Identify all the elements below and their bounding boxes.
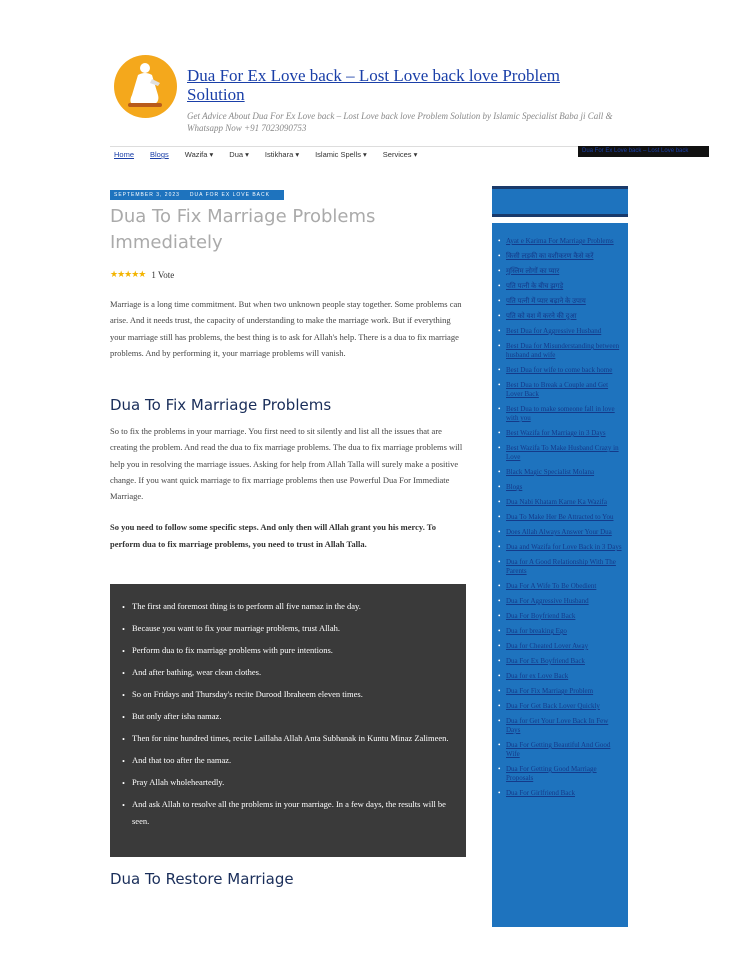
heading-fix-marriage-problems: Dua To Fix Marriage Problems	[110, 396, 332, 414]
sidebar-link[interactable]: • Best Wazifa To Make Husband Crazy in Love	[506, 444, 622, 462]
vote-count: 1 Vote	[151, 269, 175, 280]
sidebar-link[interactable]: • Dua For Getting Good Marriage Proposals	[506, 765, 622, 783]
sidebar-link[interactable]: • Best Dua for Aggressive Husband	[506, 327, 622, 336]
step-item: • Pray Allah wholeheartedly.	[132, 774, 452, 791]
steps-intro-paragraph: So you need to follow some specific steps. And only then will Allah grant you his mercy. To perform dua to fix marriage problems, you need to trust in Allah Talla.	[110, 522, 436, 549]
sidebar-link[interactable]: • Dua For Boyfriend Back	[506, 612, 622, 621]
post-title: Dua To Fix Marriage Problems Immediately	[110, 206, 376, 253]
nav-search-text: Dua For Ex Love back – Lost Love back	[582, 148, 689, 154]
sidebar-link[interactable]: • Dua For Getting Beautiful And Good Wife	[506, 741, 622, 759]
sidebar-link[interactable]: • Dua For Ex Boyfriend Back	[506, 657, 622, 666]
nav-item-services[interactable]: Services ▾	[382, 150, 418, 159]
header-divider	[110, 146, 628, 147]
intro-paragraph: Marriage is a long time commitment. But when two unknown people stay together. Some problems can arise. And it needs trust, the capacity of understanding to make the marriage work. But if everything your marriage still has problems, the best thing is to ask for Allah's help. There is a dua to fix marriage problems. And by performing it, your marriage problems will vanish.	[110, 299, 462, 358]
step-item: • Then for nine hundred times, recite Laillaha Allah Anta Subhanak in Kuntu Minaz Zalimeen.	[132, 730, 452, 747]
site-title[interactable]: Dua For Ex Love back – Lost Love back love Problem Solution	[187, 66, 560, 104]
post-meta	[110, 190, 284, 200]
sidebar-link[interactable]: • किसी लड़की का वशीकरण कैसे करें	[506, 252, 622, 261]
sidebar-link[interactable]: • पति को वश में करने की दुआ	[506, 312, 622, 321]
step-item: • Perform dua to fix marriage problems with pure intentions.	[132, 642, 452, 659]
sidebar-link[interactable]: • Best Dua to Break a Couple and Get Lover Back	[506, 381, 622, 399]
nav-item-blogs[interactable]: Blogs	[150, 150, 169, 159]
nav-item-dua[interactable]: Dua ▾	[229, 150, 249, 159]
star-rating-icon[interactable]: ★★★★★	[110, 269, 146, 279]
step-item: • The first and foremost thing is to perform all five namaz in the day.	[132, 598, 452, 615]
sidebar-widget-header	[492, 186, 628, 217]
praying-man-icon	[114, 55, 177, 118]
steps-list	[132, 598, 452, 835]
sidebar-link-list	[506, 237, 622, 804]
heading-restore-marriage: Dua To Restore Marriage	[110, 870, 294, 888]
step-item: • So on Fridays and Thursday's recite Durood Ibraheem eleven times.	[132, 686, 452, 703]
sidebar-link[interactable]: • Dua for breaking Ego	[506, 627, 622, 636]
nav-item-islamic-spells[interactable]: Islamic Spells ▾	[315, 150, 367, 159]
sidebar-link[interactable]: • पति पत्नी के बीच झगड़े	[506, 282, 622, 291]
sidebar-link[interactable]: • Best Dua for Misunderstanding between husband and wife	[506, 342, 622, 360]
sidebar-link[interactable]: • Dua for ex Love Back	[506, 672, 622, 681]
step-item: • And after bathing, wear clean clothes.	[132, 664, 452, 681]
sidebar-link[interactable]: • Blogs	[506, 483, 622, 492]
nav-item-istikhara[interactable]: Istikhara ▾	[264, 150, 300, 159]
step-item: • Because you want to fix your marriage problems, trust Allah.	[132, 620, 452, 637]
sidebar-link[interactable]: • Best Dua to make someone fall in love with you	[506, 405, 622, 423]
step-item: • And ask Allah to resolve all the problems in your marriage. In a few days, the results will be seen.	[132, 796, 452, 829]
site-tagline: Get Advice About Dua For Ex Love back – Lost Love back love Problem Solution by Islamic Specialist Baba ji Call & Whatsapp Now +91 7023090753	[187, 111, 613, 133]
sidebar-link[interactable]: • Dua Nabi Khatam Karne Ka Wazifa	[506, 498, 622, 507]
sidebar-link[interactable]: • Best Dua for wife to come back home	[506, 366, 622, 375]
main-nav	[114, 150, 433, 159]
step-item: • And that too after the namaz.	[132, 752, 452, 769]
post-rating	[110, 269, 174, 280]
sidebar-link[interactable]: • Does Allah Always Answer Your Dua	[506, 528, 622, 537]
sidebar-link[interactable]: • Black Magic Specialist Molana	[506, 468, 622, 477]
sidebar-link[interactable]: • Dua To Make Her Be Attracted to You	[506, 513, 622, 522]
sidebar-link[interactable]: • Dua For Girlfriend Back	[506, 789, 622, 798]
sidebar-link[interactable]: • Dua and Wazifa for Love Back in 3 Days	[506, 543, 622, 552]
step-item: • But only after isha namaz.	[132, 708, 452, 725]
sidebar-link[interactable]: • Dua For Get Back Lover Quickly	[506, 702, 622, 711]
nav-item-home[interactable]: Home	[114, 150, 135, 159]
nav-search-box[interactable]	[578, 146, 709, 157]
sidebar-link[interactable]: • Dua for A Good Relationship With The Parents	[506, 558, 622, 576]
nav-item-wazifa[interactable]: Wazifa ▾	[184, 150, 214, 159]
body-paragraph: So to fix the problems in your marriage. You first need to sit silently and list all the issues that are creating the problem. And read the dua to fix marriage problems. The dua to fix marriage problems will help you in resolving the marriage issues. Asking for help from Allah Talla will surely make a positive change. If you want quick marriage to fix marriage problems then use Powerful Dua For Immediate Marriage.	[110, 426, 463, 502]
sidebar-link[interactable]: • Dua For A Wife To Be Obedient	[506, 582, 622, 591]
sidebar-link[interactable]: • Dua For Aggressive Husband	[506, 597, 622, 606]
sidebar-link[interactable]: • मुस्लिम लोगों का प्यार	[506, 267, 622, 276]
sidebar-link[interactable]: • Best Wazifa for Marriage in 3 Days	[506, 429, 622, 438]
steps-box	[110, 584, 466, 857]
sidebar-link[interactable]: • Dua for Get Your Love Back In Few Days	[506, 717, 622, 735]
site-logo[interactable]	[114, 55, 177, 118]
post-date[interactable]: SEPTEMBER 3, 2023	[114, 192, 180, 198]
sidebar-link[interactable]: • Dua For Fix Marriage Problem	[506, 687, 622, 696]
sidebar-recent-posts	[492, 223, 628, 927]
sidebar-link[interactable]: • Dua for Cheated Lover Away	[506, 642, 622, 651]
sidebar-link[interactable]: • Ayat e Karima For Marriage Problems	[506, 237, 622, 246]
post-category[interactable]: DUA FOR EX LOVE BACK	[189, 192, 270, 198]
sidebar-link[interactable]: • पति पत्नी में प्यार बढ़ाने के उपाय	[506, 297, 622, 306]
